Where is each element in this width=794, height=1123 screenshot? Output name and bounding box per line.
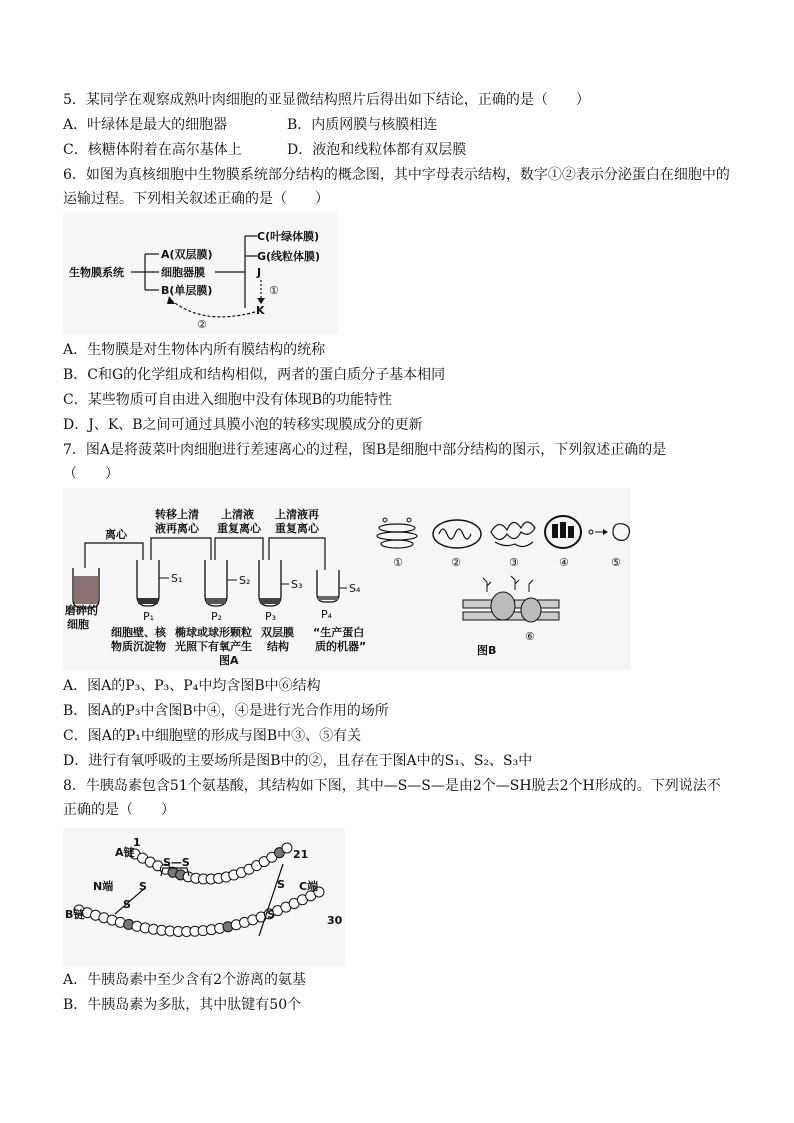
q7-fig-step3a: 上清液 xyxy=(221,508,254,521)
q8-option-a: A．牛胰岛素中至少含有2个游离的氨基 xyxy=(63,972,307,988)
q7-fig-desc3-b: 结构 xyxy=(267,640,289,653)
q6-option-b: B．C和G的化学组成和结构相似，两者的蛋白质分子基本相同 xyxy=(63,367,446,383)
q7-fig-desc3-a: 双层膜 xyxy=(261,626,294,639)
q8-fig-a-end: 21 xyxy=(293,848,309,861)
q7-fig-step2a: 转移上清 xyxy=(155,508,199,521)
q7-fig-p1: P₁ xyxy=(143,610,155,623)
q6-fig-node-b: B(单层膜) xyxy=(161,284,213,297)
q7-fig-step3b: 重复离心 xyxy=(217,522,261,535)
q7-fig-step4a: 上清液再 xyxy=(275,508,319,521)
q6-fig-root: 生物膜系统 xyxy=(69,266,124,279)
q8-fig-b-end: 30 xyxy=(327,914,343,927)
q6-option-a: A．生物膜是对生物体内所有膜结构的统称 xyxy=(63,342,326,358)
q6-option-c: C．某些物质可自由进入细胞中没有体现B的功能特性 xyxy=(63,392,392,408)
q7-fig-s1: S₁ xyxy=(171,572,183,585)
q6-concept-map-figure xyxy=(63,214,338,334)
q7-fig-num-1: ① xyxy=(393,556,403,569)
q7-fig-crushed-2: 细胞 xyxy=(67,618,89,631)
q5-options-row1 xyxy=(63,113,438,137)
q5-options-row2 xyxy=(63,138,467,162)
q7-fig-label-b: 图B xyxy=(477,644,497,657)
q7-option-c: C．图A的P₁中细胞壁的形成与图B中③、⑤有关 xyxy=(63,728,362,744)
q7-fig-label-a: 图A xyxy=(219,654,239,667)
q8-fig-chain-a xyxy=(130,843,292,884)
q5-option-a: A．叶绿体是最大的细胞器 xyxy=(63,117,228,133)
q7-fig-desc2-a: 椭球或球形颗粒 xyxy=(175,626,252,639)
q7-centrifuge-figure xyxy=(63,488,631,670)
q8-fig-s-4: S xyxy=(267,908,275,921)
q6-fig-node-g: G(线粒体膜) xyxy=(257,250,321,263)
q7-fig-s2: S₂ xyxy=(239,574,251,587)
q7-fig-chloroplast-icon xyxy=(545,516,581,548)
q7-stem-line1: 7．图A是将菠菜叶肉细胞进行差速离心的过程，图B是细胞中部分结构的图示，下列叙述正确的是 xyxy=(63,442,667,458)
q7-fig-step4b: 重复离心 xyxy=(275,522,319,535)
q6-fig-node-a: A(双层膜) xyxy=(161,248,213,261)
q8-stem-line2: 正确的是（ ） xyxy=(63,802,175,818)
q6-option-d: D．J、K、B之间可通过具膜小泡的转移实现膜成分的更新 xyxy=(63,417,423,433)
q8-fig-n-end: N端 xyxy=(93,880,114,893)
q7-option-d: D．进行有氧呼吸的主要场所是图B中的②，且存在于图A中的S₁、S₂、S₃中 xyxy=(63,753,533,769)
q8-stem-line1: 8．牛胰岛素包含51个氨基酸，其结构如下图，其中—S—S—是由2个—SH脱去2个H形成的。下列说法不 xyxy=(63,778,721,794)
q7-fig-step2b: 液再离心 xyxy=(155,522,199,535)
q8-fig-s-3: S xyxy=(277,878,285,891)
q7-fig-p3: P₃ xyxy=(265,610,277,623)
q7-fig-golgi-icon xyxy=(377,518,417,548)
q6-fig-node-organelle: 细胞器膜 xyxy=(161,266,205,279)
q5-stem: 5．某同学在观察成熟叶肉细胞的亚显微结构照片后得出如下结论，正确的是（ ） xyxy=(63,92,590,108)
q6-fig-node-k: K xyxy=(256,304,265,317)
q7-fig-p4: P₄ xyxy=(321,608,333,621)
q8-insulin-figure xyxy=(63,828,345,966)
q6-fig-node-c: C(叶绿体膜) xyxy=(257,230,320,243)
q6-fig-label-2: ② xyxy=(197,318,207,331)
q8-fig-a-start: 1 xyxy=(133,836,141,849)
q7-option-b: B．图A的P₃中含图B中④，④是进行光合作用的场所 xyxy=(63,703,389,719)
q8-fig-chain-b xyxy=(74,887,324,937)
q8-fig-a-chain-label: A链 xyxy=(115,846,135,859)
q5-option-b: B．内质网膜与核膜相连 xyxy=(287,117,438,133)
q8-fig-c-end: C端 xyxy=(299,880,319,893)
q6-fig-label-1: ① xyxy=(269,284,279,297)
q7-fig-membrane-icon xyxy=(463,576,559,622)
q7-stem-line2: （ ） xyxy=(63,466,119,482)
q7-fig-s3: S₃ xyxy=(291,578,303,591)
q7-fig-crushed-1: 磨碎的 xyxy=(65,604,98,617)
q7-fig-desc4-b: 质的机器” xyxy=(315,640,367,653)
q7-fig-num-5: ⑤ xyxy=(611,556,621,569)
q6-fig-node-j: J xyxy=(257,266,262,279)
q7-fig-p2: P₂ xyxy=(211,610,223,623)
q7-fig-desc4-a: “生产蛋白 xyxy=(313,626,365,639)
q7-fig-mitochondrion-icon xyxy=(433,520,481,548)
q7-fig-er-icon xyxy=(491,522,535,547)
q8-fig-ss-bond: S—S xyxy=(163,856,190,869)
q8-fig-s-2: S xyxy=(123,898,131,911)
q7-fig-num-6: ⑥ xyxy=(525,630,535,643)
q7-fig-desc1-b: 物质沉淀物 xyxy=(111,640,166,653)
q7-fig-s4: S₄ xyxy=(349,582,361,595)
q7-fig-desc2-b: 光照下有氧产生 xyxy=(175,640,252,653)
q7-fig-num-4: ④ xyxy=(559,556,569,569)
q5-option-d: D．液泡和线粒体都有双层膜 xyxy=(287,142,467,158)
q5-option-c: C．核糖体附着在高尔基体上 xyxy=(63,142,242,158)
q6-stem-line2: 运输过程。下列相关叙述正确的是（ ） xyxy=(63,191,329,207)
q7-fig-desc1-a: 细胞壁、核 xyxy=(111,626,166,639)
amino-acid-bead xyxy=(282,843,292,853)
q7-fig-step1: 离心 xyxy=(105,528,127,541)
q7-fig-num-3: ③ xyxy=(509,556,519,569)
q7-fig-num-2: ② xyxy=(451,556,461,569)
q7-option-a: A．图A的P₃、P₃、P₄中均含图B中⑥结构 xyxy=(63,678,321,694)
q8-fig-s-1: S xyxy=(139,880,147,893)
q8-option-b: B．牛胰岛素为多肽，其中肽键有50个 xyxy=(63,997,302,1013)
q7-fig-vesicle-icon xyxy=(589,524,629,541)
q6-stem-line1: 6．如图为真核细胞中生物膜系统部分结构的概念图，其中字母表示结构，数字①②表示分泌蛋白在细胞中的 xyxy=(63,167,730,183)
q8-fig-b-chain-label: B链 xyxy=(65,908,85,921)
